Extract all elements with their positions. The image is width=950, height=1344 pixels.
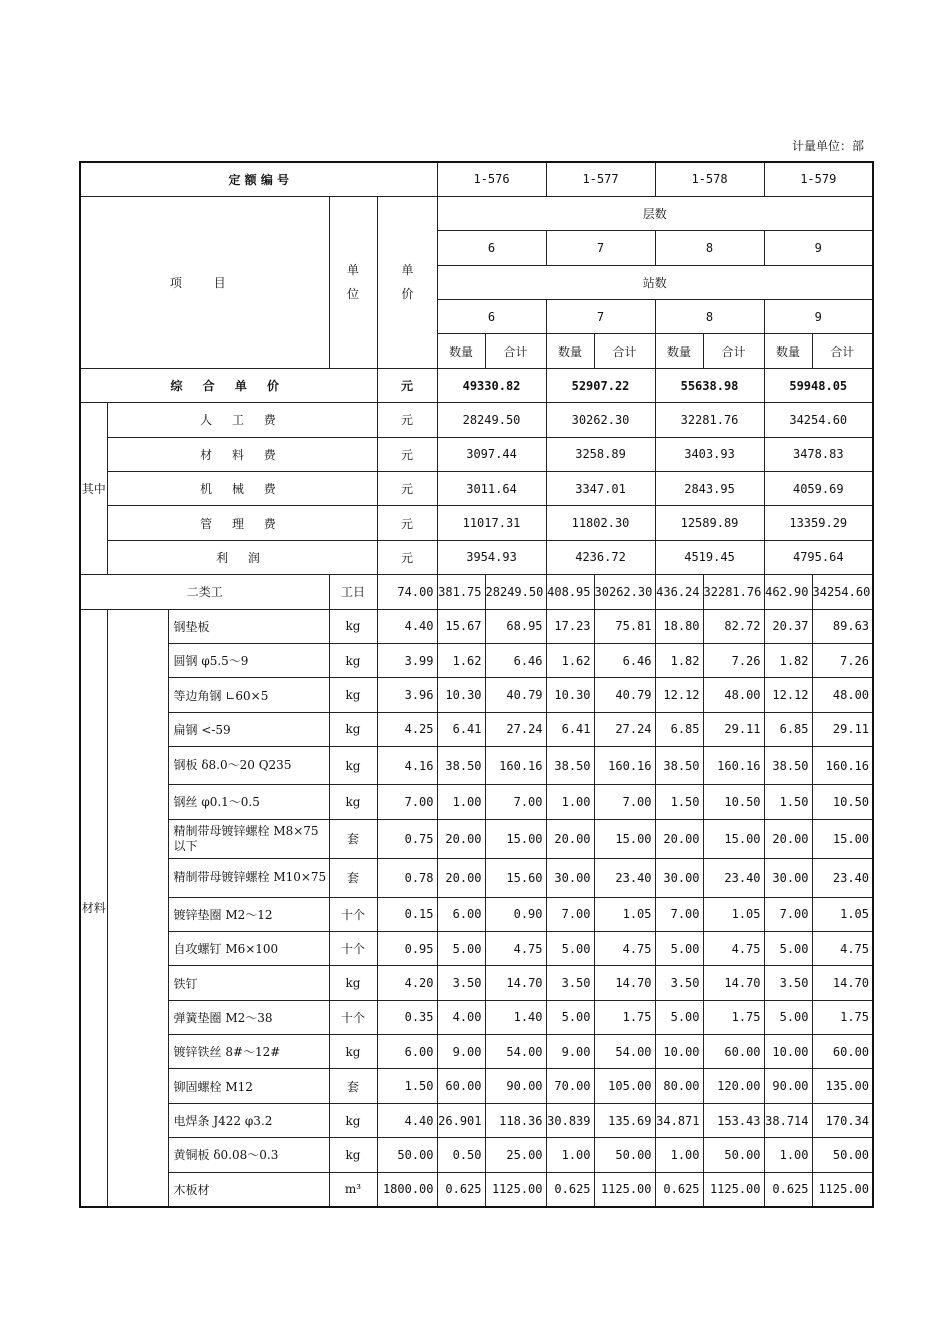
material-cell: 30.00 xyxy=(655,858,703,897)
material-row xyxy=(80,897,873,931)
total-header: 合计 xyxy=(594,334,655,368)
material-cell: 38.50 xyxy=(546,747,594,785)
material-row xyxy=(80,1172,873,1206)
material-unit: 套 xyxy=(329,858,377,897)
material-cell: 0.625 xyxy=(437,1172,485,1206)
price-header: 单价 xyxy=(377,196,437,368)
qty-header: 数量 xyxy=(437,334,485,368)
material-price: 4.40 xyxy=(377,609,437,643)
labor-cell: 28249.50 xyxy=(485,575,546,609)
labor-label: 二类工 xyxy=(80,575,329,609)
quota-code: 1-577 xyxy=(546,162,655,196)
material-cell: 1.62 xyxy=(437,643,485,677)
material-cell: 5.00 xyxy=(764,931,812,965)
material-cell: 0.625 xyxy=(764,1172,812,1206)
material-cell: 7.00 xyxy=(764,897,812,931)
material-name: 电焊条 J422 φ3.2 xyxy=(168,1103,329,1137)
material-price: 1800.00 xyxy=(377,1172,437,1206)
material-cell: 50.00 xyxy=(703,1138,764,1172)
material-cell: 6.41 xyxy=(546,712,594,746)
material-row xyxy=(80,712,873,746)
material-cell: 120.00 xyxy=(703,1069,764,1103)
material-cell: 7.00 xyxy=(485,785,546,819)
stations-label: 站数 xyxy=(437,265,873,299)
material-cell: 7.26 xyxy=(812,643,873,677)
material-cell: 20.00 xyxy=(437,858,485,897)
material-name: 弹簧垫圈 M2～38 xyxy=(168,1000,329,1034)
material-row xyxy=(80,819,873,858)
material-name: 黄铜板 δ0.08～0.3 xyxy=(168,1138,329,1172)
cost-item-value: 3258.89 xyxy=(546,437,655,471)
labor-row xyxy=(80,575,873,609)
composite-price: 49330.82 xyxy=(437,368,546,402)
material-cell: 15.00 xyxy=(703,819,764,858)
material-unit: 套 xyxy=(329,819,377,858)
material-cell: 3.50 xyxy=(437,966,485,1000)
material-cell: 38.50 xyxy=(655,747,703,785)
cost-item-unit: 元 xyxy=(377,472,437,506)
material-cell: 27.24 xyxy=(485,712,546,746)
material-cell: 6.41 xyxy=(437,712,485,746)
floor-count: 7 xyxy=(546,231,655,265)
material-cell: 1.40 xyxy=(485,1000,546,1034)
material-price: 4.16 xyxy=(377,747,437,785)
labor-cell: 30262.30 xyxy=(594,575,655,609)
station-count: 8 xyxy=(655,300,764,334)
cost-item-value: 4795.64 xyxy=(764,540,873,574)
material-name: 精制带母镀锌螺栓 M10×75 xyxy=(168,858,329,897)
cost-item-label: 利 润 xyxy=(107,540,377,574)
material-name: 铆固螺栓 M12 xyxy=(168,1069,329,1103)
station-count: 9 xyxy=(764,300,873,334)
material-name: 钢板 δ8.0～20 Q235 xyxy=(168,747,329,785)
composite-price-label: 综 合 单 价 xyxy=(80,368,377,402)
material-cell: 34.871 xyxy=(655,1103,703,1137)
cost-item-value: 32281.76 xyxy=(655,403,764,437)
material-cell: 5.00 xyxy=(437,931,485,965)
material-cell: 153.43 xyxy=(703,1103,764,1137)
station-count: 7 xyxy=(546,300,655,334)
material-cell: 10.00 xyxy=(764,1035,812,1069)
material-cell: 160.16 xyxy=(703,747,764,785)
material-cell: 118.36 xyxy=(485,1103,546,1137)
materials-label: 材料 xyxy=(80,609,107,1206)
material-cell: 7.00 xyxy=(594,785,655,819)
cost-item-unit: 元 xyxy=(377,540,437,574)
cost-item-value: 4519.45 xyxy=(655,540,764,574)
material-cell: 6.85 xyxy=(764,712,812,746)
floors-label: 层数 xyxy=(437,196,873,230)
material-cell: 1125.00 xyxy=(594,1172,655,1206)
material-cell: 1.50 xyxy=(655,785,703,819)
cost-item-value: 11017.31 xyxy=(437,506,546,540)
material-cell: 14.70 xyxy=(812,966,873,1000)
material-cell: 1.00 xyxy=(437,785,485,819)
material-cell: 27.24 xyxy=(594,712,655,746)
material-cell: 1.75 xyxy=(812,1000,873,1034)
quota-code: 1-576 xyxy=(437,162,546,196)
material-cell: 10.00 xyxy=(655,1035,703,1069)
material-cell: 4.75 xyxy=(812,931,873,965)
material-cell: 5.00 xyxy=(546,1000,594,1034)
material-cell: 40.79 xyxy=(485,678,546,712)
material-row xyxy=(80,1103,873,1137)
labor-cell: 462.90 xyxy=(764,575,812,609)
material-name: 自攻螺钉 M6×100 xyxy=(168,931,329,965)
cost-item-unit: 元 xyxy=(377,506,437,540)
cost-breakdown-row xyxy=(80,437,873,471)
material-row xyxy=(80,678,873,712)
cost-breakdown-row xyxy=(80,403,873,437)
composite-price: 52907.22 xyxy=(546,368,655,402)
material-name: 铁钉 xyxy=(168,966,329,1000)
material-name: 圆钢 φ5.5～9 xyxy=(168,643,329,677)
cost-item-label: 材 料 费 xyxy=(107,437,377,471)
material-name: 扁钢 <-59 xyxy=(168,712,329,746)
material-cell: 23.40 xyxy=(703,858,764,897)
cost-item-label: 人 工 费 xyxy=(107,403,377,437)
labor-unit: 工日 xyxy=(329,575,377,609)
material-cell: 1.62 xyxy=(546,643,594,677)
floor-count: 8 xyxy=(655,231,764,265)
qty-header: 数量 xyxy=(655,334,703,368)
total-header: 合计 xyxy=(812,334,873,368)
material-cell: 15.00 xyxy=(485,819,546,858)
labor-cell: 34254.60 xyxy=(812,575,873,609)
material-cell: 1.00 xyxy=(546,1138,594,1172)
material-cell: 5.00 xyxy=(655,931,703,965)
material-cell: 1.75 xyxy=(594,1000,655,1034)
material-cell: 160.16 xyxy=(485,747,546,785)
labor-cell: 408.95 xyxy=(546,575,594,609)
material-cell: 20.00 xyxy=(655,819,703,858)
material-cell: 15.00 xyxy=(594,819,655,858)
material-price: 50.00 xyxy=(377,1138,437,1172)
material-unit: kg xyxy=(329,712,377,746)
material-name: 镀锌铁丝 8#～12# xyxy=(168,1035,329,1069)
material-price: 3.96 xyxy=(377,678,437,712)
material-cell: 40.79 xyxy=(594,678,655,712)
material-row xyxy=(80,747,873,785)
material-cell: 1125.00 xyxy=(703,1172,764,1206)
cost-item-unit: 元 xyxy=(377,403,437,437)
material-cell: 23.40 xyxy=(812,858,873,897)
cost-item-unit: 元 xyxy=(377,437,437,471)
material-unit: 十个 xyxy=(329,1000,377,1034)
material-cell: 1.00 xyxy=(764,1138,812,1172)
material-cell: 15.67 xyxy=(437,609,485,643)
cost-item-value: 4059.69 xyxy=(764,472,873,506)
material-unit: kg xyxy=(329,1138,377,1172)
material-cell: 10.50 xyxy=(812,785,873,819)
material-cell: 15.00 xyxy=(812,819,873,858)
material-name: 钢丝 φ0.1～0.5 xyxy=(168,785,329,819)
material-cell: 105.00 xyxy=(594,1069,655,1103)
labor-cell: 381.75 xyxy=(437,575,485,609)
material-cell: 89.63 xyxy=(812,609,873,643)
material-name: 镀锌垫圈 M2～12 xyxy=(168,897,329,931)
material-cell: 4.75 xyxy=(703,931,764,965)
material-unit: kg xyxy=(329,1103,377,1137)
material-cell: 18.80 xyxy=(655,609,703,643)
among-label: 其中 xyxy=(80,403,107,575)
material-cell: 60.00 xyxy=(437,1069,485,1103)
cost-item-label: 管 理 费 xyxy=(107,506,377,540)
material-cell: 70.00 xyxy=(546,1069,594,1103)
unit-header: 单位 xyxy=(329,196,377,368)
material-cell: 17.23 xyxy=(546,609,594,643)
material-cell: 29.11 xyxy=(812,712,873,746)
cost-item-value: 2843.95 xyxy=(655,472,764,506)
material-unit: 套 xyxy=(329,1069,377,1103)
material-cell: 29.11 xyxy=(703,712,764,746)
material-cell: 1.82 xyxy=(655,643,703,677)
material-cell: 0.50 xyxy=(437,1138,485,1172)
material-cell: 135.00 xyxy=(812,1069,873,1103)
floor-count: 6 xyxy=(437,231,546,265)
material-cell: 3.50 xyxy=(546,966,594,1000)
material-row xyxy=(80,858,873,897)
material-cell: 6.46 xyxy=(594,643,655,677)
cost-item-value: 30262.30 xyxy=(546,403,655,437)
material-unit: 十个 xyxy=(329,931,377,965)
material-cell: 3.50 xyxy=(655,966,703,1000)
material-cell: 48.00 xyxy=(812,678,873,712)
material-row xyxy=(80,785,873,819)
material-cell: 30.839 xyxy=(546,1103,594,1137)
material-row xyxy=(80,1035,873,1069)
material-cell: 14.70 xyxy=(594,966,655,1000)
material-cell: 135.69 xyxy=(594,1103,655,1137)
material-cell: 15.60 xyxy=(485,858,546,897)
material-cell: 4.75 xyxy=(594,931,655,965)
material-cell: 160.16 xyxy=(812,747,873,785)
material-price: 7.00 xyxy=(377,785,437,819)
material-cell: 1.05 xyxy=(703,897,764,931)
material-cell: 6.46 xyxy=(485,643,546,677)
material-unit: kg xyxy=(329,609,377,643)
total-header: 合计 xyxy=(703,334,764,368)
material-price: 0.75 xyxy=(377,819,437,858)
material-cell: 1.05 xyxy=(812,897,873,931)
station-count: 6 xyxy=(437,300,546,334)
material-cell: 6.85 xyxy=(655,712,703,746)
material-row xyxy=(80,1000,873,1034)
material-cell: 5.00 xyxy=(546,931,594,965)
material-cell: 7.00 xyxy=(546,897,594,931)
labor-price: 74.00 xyxy=(377,575,437,609)
material-unit: kg xyxy=(329,1035,377,1069)
material-cell: 10.30 xyxy=(546,678,594,712)
material-price: 0.95 xyxy=(377,931,437,965)
material-cell: 20.00 xyxy=(437,819,485,858)
material-cell: 26.901 xyxy=(437,1103,485,1137)
cost-item-value: 11802.30 xyxy=(546,506,655,540)
composite-unit: 元 xyxy=(377,368,437,402)
material-name: 精制带母镀锌螺栓 M8×75以下 xyxy=(168,819,329,858)
material-cell: 3.50 xyxy=(764,966,812,1000)
material-cell: 5.00 xyxy=(655,1000,703,1034)
cost-item-value: 3478.83 xyxy=(764,437,873,471)
material-cell: 68.95 xyxy=(485,609,546,643)
material-cell: 7.00 xyxy=(655,897,703,931)
cost-breakdown-row xyxy=(80,540,873,574)
material-price: 0.15 xyxy=(377,897,437,931)
material-row xyxy=(80,931,873,965)
material-cell: 12.12 xyxy=(764,678,812,712)
composite-price: 59948.05 xyxy=(764,368,873,402)
material-price: 6.00 xyxy=(377,1035,437,1069)
material-unit: kg xyxy=(329,678,377,712)
material-cell: 38.50 xyxy=(437,747,485,785)
material-cell: 38.714 xyxy=(764,1103,812,1137)
material-cell: 6.00 xyxy=(437,897,485,931)
materials-spacer xyxy=(107,609,168,1206)
item-header: 项 目 xyxy=(80,196,329,368)
qty-header: 数量 xyxy=(764,334,812,368)
material-cell: 30.00 xyxy=(546,858,594,897)
cost-item-value: 3097.44 xyxy=(437,437,546,471)
cost-item-value: 4236.72 xyxy=(546,540,655,574)
material-unit: kg xyxy=(329,643,377,677)
cost-item-value: 3403.93 xyxy=(655,437,764,471)
labor-cell: 32281.76 xyxy=(703,575,764,609)
material-row xyxy=(80,609,873,643)
material-price: 3.99 xyxy=(377,643,437,677)
quota-code: 1-578 xyxy=(655,162,764,196)
material-cell: 5.00 xyxy=(764,1000,812,1034)
material-cell: 4.00 xyxy=(437,1000,485,1034)
material-row xyxy=(80,966,873,1000)
quota-code-label: 定 额 编 号 xyxy=(80,162,437,196)
material-cell: 1125.00 xyxy=(485,1172,546,1206)
material-cell: 25.00 xyxy=(485,1138,546,1172)
material-cell: 4.75 xyxy=(485,931,546,965)
material-cell: 0.90 xyxy=(485,897,546,931)
material-cell: 1.05 xyxy=(594,897,655,931)
material-cell: 20.00 xyxy=(546,819,594,858)
labor-cell: 436.24 xyxy=(655,575,703,609)
material-cell: 1125.00 xyxy=(812,1172,873,1206)
material-cell: 0.625 xyxy=(655,1172,703,1206)
material-cell: 1.00 xyxy=(546,785,594,819)
material-name: 木板材 xyxy=(168,1172,329,1206)
material-cell: 54.00 xyxy=(485,1035,546,1069)
floor-count: 9 xyxy=(764,231,873,265)
cost-item-value: 12589.89 xyxy=(655,506,764,540)
material-cell: 1.00 xyxy=(655,1138,703,1172)
cost-item-value: 3011.64 xyxy=(437,472,546,506)
material-price: 4.20 xyxy=(377,966,437,1000)
material-cell: 14.70 xyxy=(485,966,546,1000)
cost-item-value: 3347.01 xyxy=(546,472,655,506)
cost-item-value: 28249.50 xyxy=(437,403,546,437)
material-unit: kg xyxy=(329,785,377,819)
material-cell: 14.70 xyxy=(703,966,764,1000)
material-cell: 7.26 xyxy=(703,643,764,677)
material-cell: 90.00 xyxy=(485,1069,546,1103)
material-cell: 54.00 xyxy=(594,1035,655,1069)
material-unit: kg xyxy=(329,966,377,1000)
quota-code-row xyxy=(80,162,873,196)
material-price: 4.25 xyxy=(377,712,437,746)
material-cell: 82.72 xyxy=(703,609,764,643)
material-unit: kg xyxy=(329,747,377,785)
material-cell: 9.00 xyxy=(437,1035,485,1069)
cost-item-label: 机 械 费 xyxy=(107,472,377,506)
material-cell: 23.40 xyxy=(594,858,655,897)
material-cell: 1.50 xyxy=(764,785,812,819)
material-cell: 0.625 xyxy=(546,1172,594,1206)
material-cell: 50.00 xyxy=(594,1138,655,1172)
material-cell: 170.34 xyxy=(812,1103,873,1137)
material-cell: 90.00 xyxy=(764,1069,812,1103)
cost-item-value: 3954.93 xyxy=(437,540,546,574)
material-cell: 1.82 xyxy=(764,643,812,677)
material-price: 0.78 xyxy=(377,858,437,897)
floors-label-row xyxy=(80,196,873,230)
material-cell: 12.12 xyxy=(655,678,703,712)
material-name: 等边角钢 ∟60×5 xyxy=(168,678,329,712)
measurement-unit-note: 计量单位：部 xyxy=(792,139,865,153)
cost-item-value: 34254.60 xyxy=(764,403,873,437)
quota-table xyxy=(79,161,874,1208)
material-cell: 20.00 xyxy=(764,819,812,858)
material-cell: 10.30 xyxy=(437,678,485,712)
material-cell: 60.00 xyxy=(812,1035,873,1069)
material-cell: 38.50 xyxy=(764,747,812,785)
material-cell: 160.16 xyxy=(594,747,655,785)
material-name: 钢垫板 xyxy=(168,609,329,643)
material-cell: 80.00 xyxy=(655,1069,703,1103)
material-unit: 十个 xyxy=(329,897,377,931)
total-header: 合计 xyxy=(485,334,546,368)
material-unit: m³ xyxy=(329,1172,377,1206)
material-cell: 9.00 xyxy=(546,1035,594,1069)
material-row xyxy=(80,1069,873,1103)
qty-header: 数量 xyxy=(546,334,594,368)
material-row xyxy=(80,1138,873,1172)
material-cell: 75.81 xyxy=(594,609,655,643)
composite-price: 55638.98 xyxy=(655,368,764,402)
material-cell: 20.37 xyxy=(764,609,812,643)
composite-price-row xyxy=(80,368,873,402)
cost-item-value: 13359.29 xyxy=(764,506,873,540)
quota-code: 1-579 xyxy=(764,162,873,196)
material-cell: 30.00 xyxy=(764,858,812,897)
material-row xyxy=(80,643,873,677)
cost-breakdown-row xyxy=(80,472,873,506)
material-cell: 50.00 xyxy=(812,1138,873,1172)
material-price: 0.35 xyxy=(377,1000,437,1034)
material-cell: 1.75 xyxy=(703,1000,764,1034)
material-price: 4.40 xyxy=(377,1103,437,1137)
cost-breakdown-row xyxy=(80,506,873,540)
material-cell: 60.00 xyxy=(703,1035,764,1069)
material-cell: 10.50 xyxy=(703,785,764,819)
material-price: 1.50 xyxy=(377,1069,437,1103)
material-cell: 48.00 xyxy=(703,678,764,712)
